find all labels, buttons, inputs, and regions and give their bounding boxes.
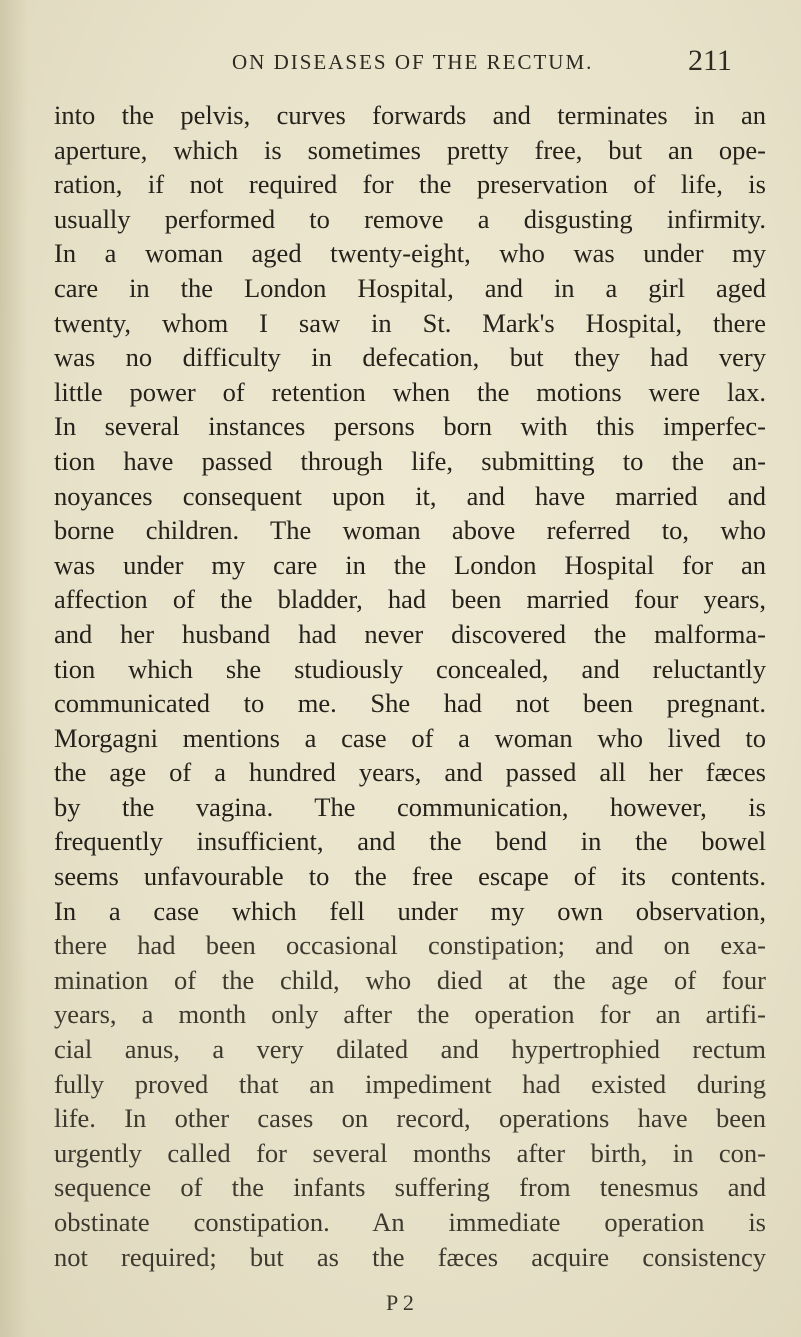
- text-line: there had been occasional constipation; and on exa-: [54, 930, 766, 961]
- text-line: life. In other cases on record, operations have been: [54, 1103, 766, 1134]
- text-line: affection of the bladder, had been married four years,: [54, 584, 766, 615]
- text-line: frequently insufficient, and the bend in the bowel: [54, 826, 766, 857]
- text-line: In a case which fell under my own observation,: [54, 895, 766, 926]
- text-line: fully proved that an impediment had existed during: [54, 1068, 766, 1099]
- text-line: into the pelvis, curves forwards and terminates in an: [54, 100, 766, 130]
- text-line: In several instances persons born with this imperfec-: [54, 411, 766, 442]
- text-line: was under my care in the London Hospital for an: [54, 549, 766, 580]
- text-line: tion have passed through life, submitting to the an-: [54, 445, 766, 476]
- text-line: was no difficulty in defecation, but they had very: [54, 342, 766, 373]
- text-line: the age of a hundred years, and passed all her fæces: [54, 757, 766, 788]
- page-header: [0, 44, 801, 84]
- text-line: care in the London Hospital, and in a girl aged: [54, 272, 766, 303]
- text-line: twenty, whom I saw in St. Mark's Hospital, there: [54, 307, 766, 338]
- text-line: cial anus, a very dilated and hypertrophied rectum: [54, 1034, 766, 1065]
- text-line: urgently called for several months after birth, in con-: [54, 1137, 766, 1168]
- text-line: noyances consequent upon it, and have married and: [54, 480, 766, 511]
- text-line: not required; but as the fæces acquire consistency: [54, 1241, 766, 1272]
- text-line: years, a month only after the operation for an artifi-: [54, 999, 766, 1030]
- body-text: [54, 98, 766, 1274]
- text-line: sequence of the infants suffering from tenesmus and: [54, 1172, 766, 1203]
- text-line: ration, if not required for the preservation of life, is: [54, 169, 766, 200]
- text-line: seems unfavourable to the free escape of its contents.: [54, 861, 766, 892]
- text-line: and her husband had never discovered the malforma-: [54, 618, 766, 649]
- text-line: Morgagni mentions a case of a woman who lived to: [54, 722, 766, 753]
- text-line: little power of retention when the motions were lax.: [54, 376, 766, 407]
- page-gutter-shadow: [0, 0, 28, 1337]
- signature-mark: P 2: [386, 1290, 414, 1315]
- text-line: borne children. The woman above referred to, who: [54, 515, 766, 546]
- text-line: usually performed to remove a disgusting infirmity.: [54, 203, 766, 234]
- text-line: communicated to me. She had not been pregnant.: [54, 688, 766, 719]
- text-line: mination of the child, who died at the age of four: [54, 964, 766, 995]
- page-number: 211: [688, 44, 732, 77]
- running-title: ON DISEASES OF THE RECTUM.: [232, 50, 594, 74]
- text-line: tion which she studiously concealed, and reluctantly: [54, 653, 766, 684]
- text-line: In a woman aged twenty-eight, who was under my: [54, 238, 766, 269]
- text-line: by the vagina. The communication, however, is: [54, 791, 766, 822]
- text-line: obstinate constipation. An immediate operation is: [54, 1207, 766, 1237]
- text-line: aperture, which is sometimes pretty free, but an ope-: [54, 134, 766, 165]
